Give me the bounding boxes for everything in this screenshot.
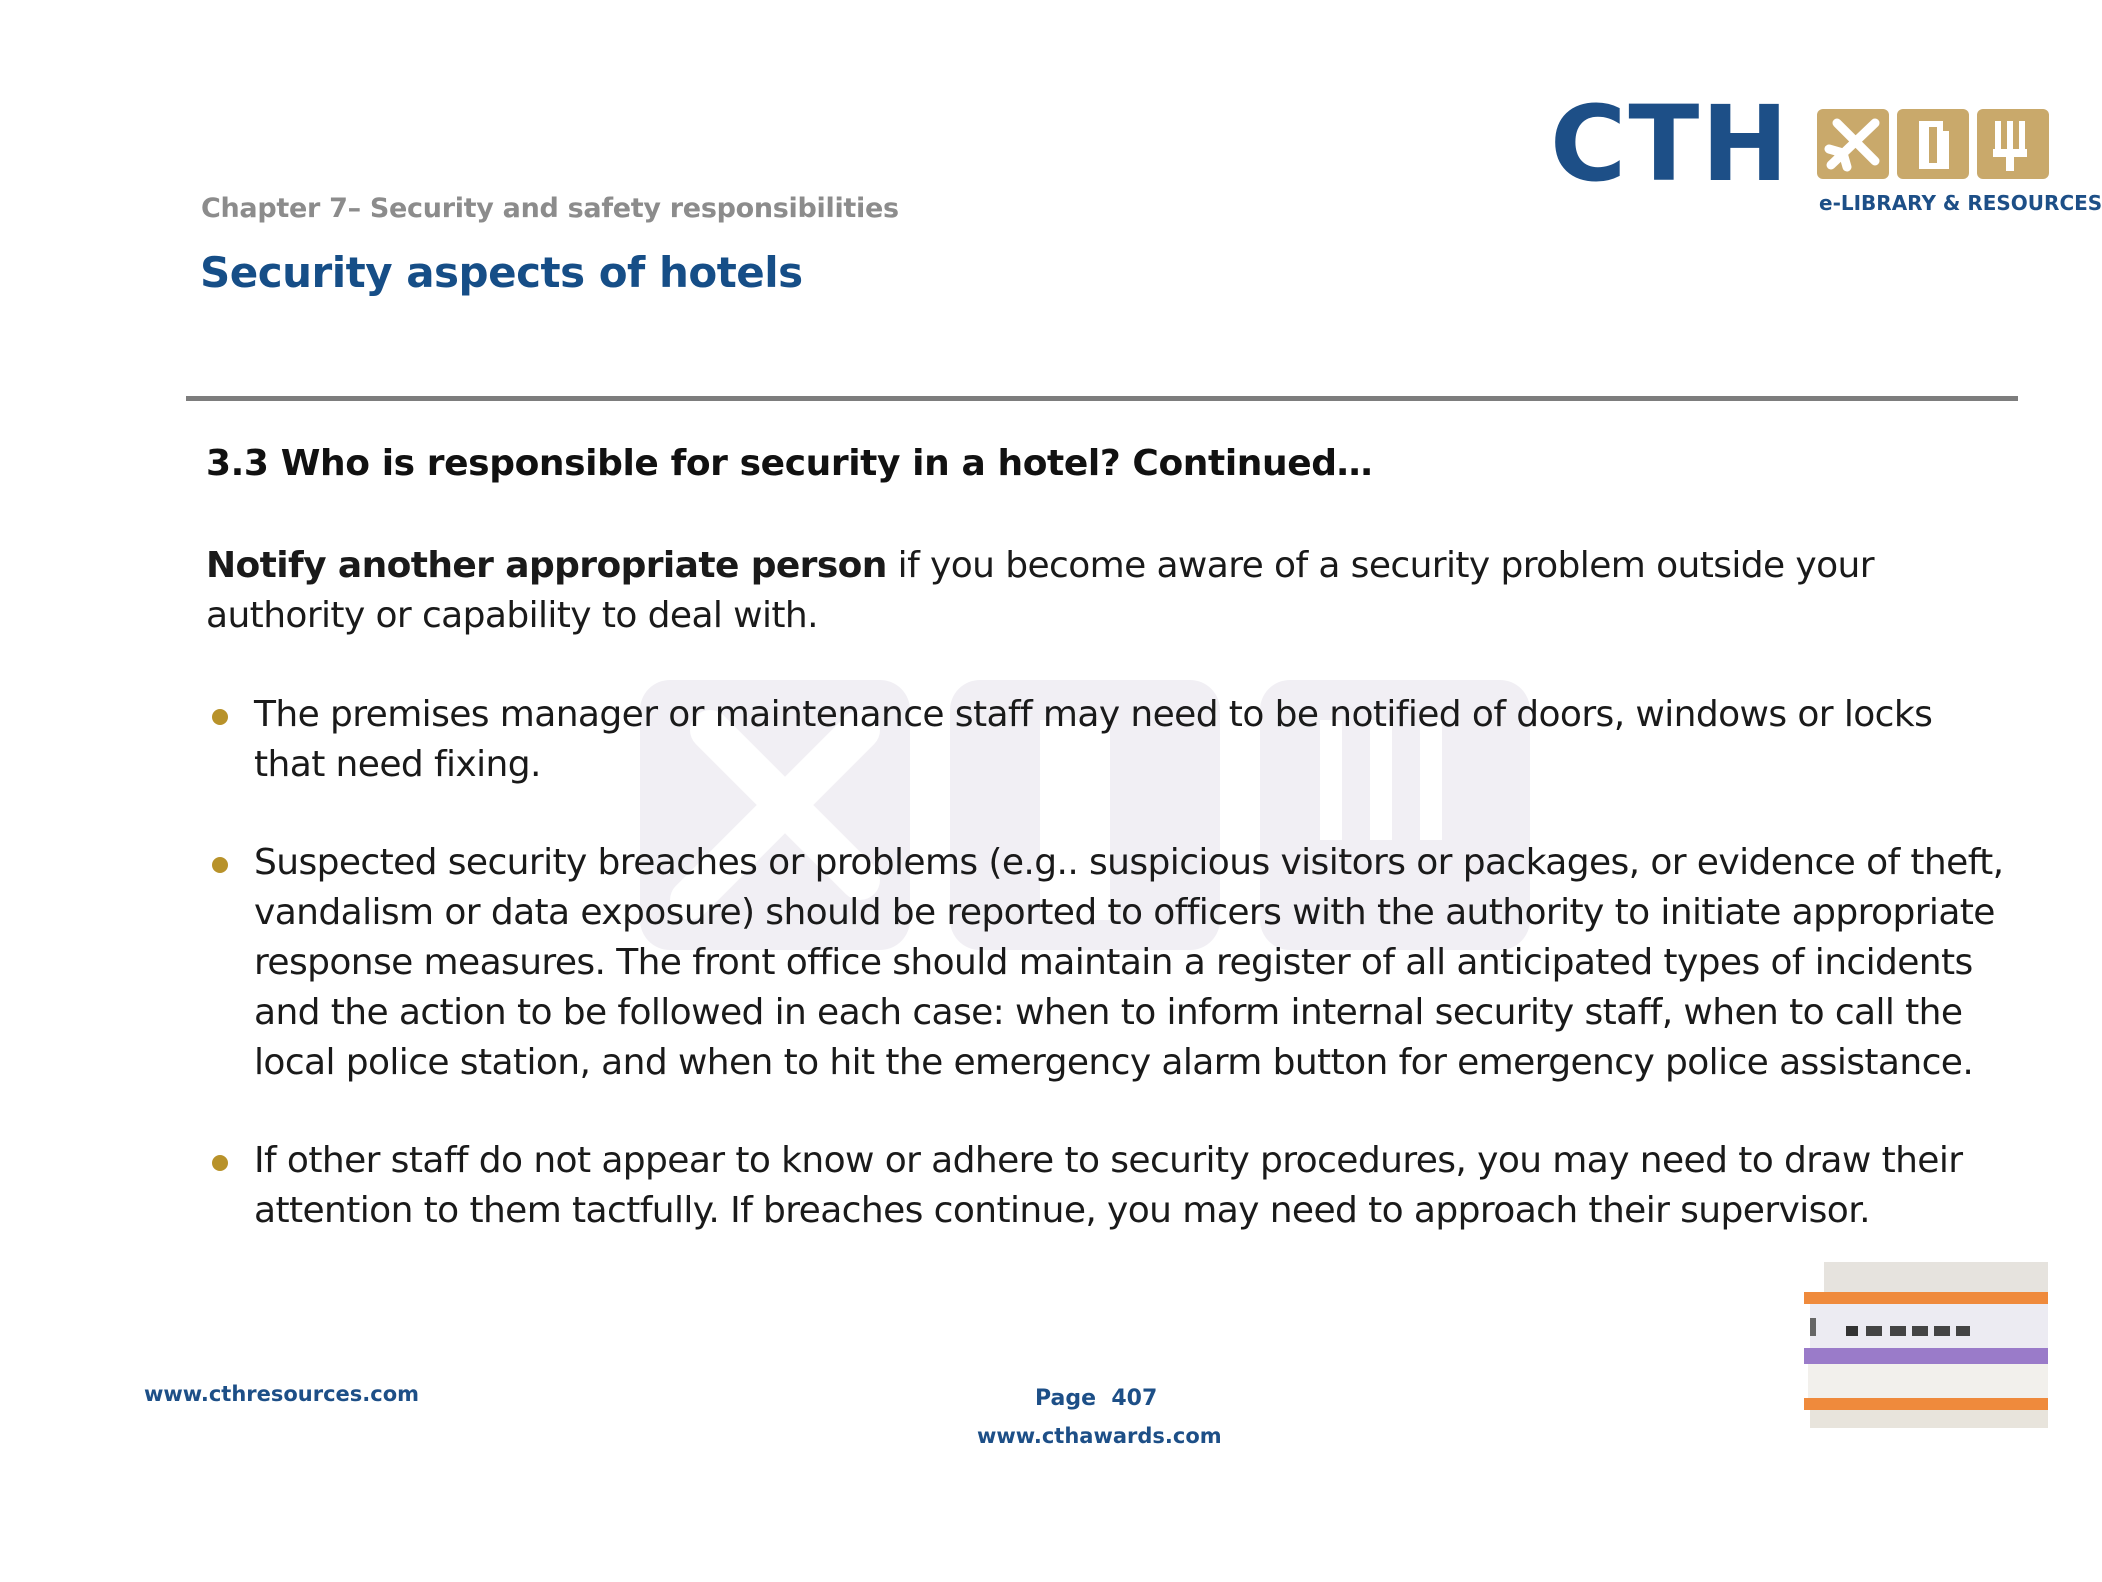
- bullet-list: [206, 690, 2006, 1284]
- intro-paragraph: [206, 541, 2006, 641]
- bullet-text: If other staff do not appear to know or adhere to security procedures, you may need to draw their attention to them tactfully. If breaches continue, you may need to approach their supervisor.: [254, 1140, 1963, 1231]
- list-item: [206, 838, 2006, 1088]
- door-icon: [1897, 109, 1969, 179]
- page-number: Page 407: [1035, 1386, 1158, 1411]
- chapter-label: Chapter 7– Security and safety responsibilities: [201, 193, 899, 224]
- section-heading: 3.3 Who is responsible for security in a hotel? Continued…: [206, 443, 1373, 484]
- logo-subtitle: e-LIBRARY & RESOURCES: [1819, 191, 2102, 215]
- intro-bold-lead: Notify another appropriate person: [206, 545, 887, 586]
- list-item: [206, 1136, 2006, 1236]
- bullet-text: Suspected security breaches or problems (e.g.. suspicious visitors or packages, or evidence of theft, vandalism or data exposure) should be reported to officers with the authority to initiate appropriate response measures. The front office should maintain a register of all anticipated types of incidents and the action to be followed in each case: when to inform internal security staff, when to call the local police station, and when to hit the emergency alarm button for emergency police assistance.: [254, 842, 2004, 1083]
- fork-icon: [1977, 109, 2049, 179]
- logo-text: CTH: [1550, 83, 1791, 205]
- bullet-text: The premises manager or maintenance staff may need to be notified of doors, windows or locks that need fixing.: [254, 694, 1933, 785]
- intro-text: if you become aware of a security problem outside your authority or capability to deal with.: [206, 545, 1874, 636]
- book-stack-image: [1800, 1262, 2048, 1430]
- bullet-icon: [212, 1155, 228, 1171]
- page-title: Security aspects of hotels: [200, 248, 803, 297]
- list-item: [206, 690, 2006, 790]
- footer-resources-link[interactable]: www.cthresources.com: [144, 1382, 420, 1406]
- bullet-icon: [212, 857, 228, 873]
- header-divider: [186, 396, 2018, 401]
- plane-icon: [1817, 109, 1889, 179]
- bullet-icon: [212, 709, 228, 725]
- footer-awards-link[interactable]: www.cthawards.com: [977, 1424, 1222, 1448]
- cth-logo: [1545, 83, 2102, 220]
